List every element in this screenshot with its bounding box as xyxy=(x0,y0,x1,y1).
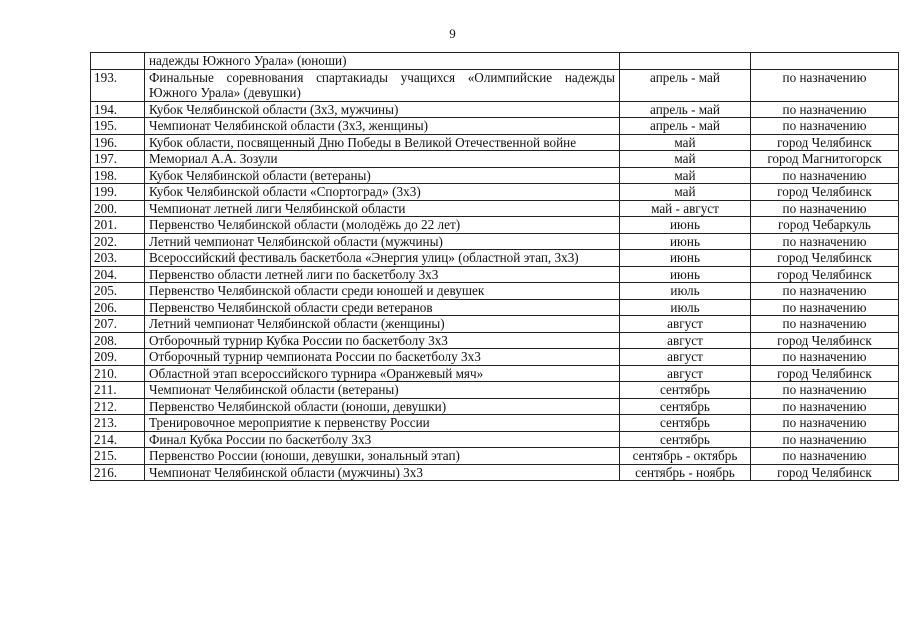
event-name: Первенство Челябинской области среди юношей и девушек xyxy=(145,283,620,300)
row-number: 199. xyxy=(91,184,145,201)
table-row xyxy=(91,151,899,168)
row-number: 213. xyxy=(91,415,145,432)
event-name: Первенство области летней лиги по баскетболу 3х3 xyxy=(145,266,620,283)
table-row xyxy=(91,332,899,349)
event-location: по назначению xyxy=(751,283,899,300)
event-name: Первенство Челябинской области (молодёжь до 22 лет) xyxy=(145,217,620,234)
table-row xyxy=(91,431,899,448)
event-location: по назначению xyxy=(751,200,899,217)
event-name: Первенство Челябинской области (юноши, девушки) xyxy=(145,398,620,415)
event-dates: апрель - май xyxy=(620,118,751,135)
table-row xyxy=(91,316,899,333)
event-location: по назначению xyxy=(751,299,899,316)
event-name: Чемпионат Челябинской области (ветераны) xyxy=(145,382,620,399)
event-dates: сентябрь xyxy=(620,431,751,448)
event-location: по назначению xyxy=(751,431,899,448)
events-table xyxy=(90,52,899,481)
event-dates: май xyxy=(620,151,751,168)
event-location: город Челябинск xyxy=(751,134,899,151)
row-number: 216. xyxy=(91,464,145,481)
event-name: Первенство Челябинской области среди ветеранов xyxy=(145,299,620,316)
event-location: город Челябинск xyxy=(751,332,899,349)
event-dates: август xyxy=(620,316,751,333)
row-number: 193. xyxy=(91,69,145,101)
event-location: город Челябинск xyxy=(751,250,899,267)
table-row xyxy=(91,69,899,101)
event-location: по назначению xyxy=(751,118,899,135)
events-table-body xyxy=(91,53,899,481)
event-location: по назначению xyxy=(751,382,899,399)
event-location: по назначению xyxy=(751,69,899,101)
row-number: 201. xyxy=(91,217,145,234)
event-location: город Челябинск xyxy=(751,266,899,283)
table-row xyxy=(91,217,899,234)
event-dates: сентябрь - октябрь xyxy=(620,448,751,465)
event-name: Летний чемпионат Челябинской области (мужчины) xyxy=(145,233,620,250)
event-location: город Челябинск xyxy=(751,464,899,481)
table-row xyxy=(91,53,899,70)
table-row xyxy=(91,134,899,151)
table-row xyxy=(91,167,899,184)
event-location: город Челябинск xyxy=(751,184,899,201)
event-dates: июнь xyxy=(620,233,751,250)
table-row xyxy=(91,250,899,267)
event-dates: июль xyxy=(620,283,751,300)
event-name: Кубок Челябинской области (3х3, мужчины) xyxy=(145,101,620,118)
event-name: Мемориал А.А. Зозули xyxy=(145,151,620,168)
event-name: Отборочный турнир чемпионата России по баскетболу 3х3 xyxy=(145,349,620,366)
table-row xyxy=(91,118,899,135)
row-number: 214. xyxy=(91,431,145,448)
event-name: Финальные соревнования спартакиады учащихся «Олимпийские надежды Южного Урала» (девушки) xyxy=(145,69,620,101)
event-location xyxy=(751,53,899,70)
event-dates: июнь xyxy=(620,250,751,267)
event-location: по назначению xyxy=(751,233,899,250)
event-name: Чемпионат Челябинской области (мужчины) 3х3 xyxy=(145,464,620,481)
row-number xyxy=(91,53,145,70)
table-row xyxy=(91,398,899,415)
row-number: 194. xyxy=(91,101,145,118)
event-dates: май - август xyxy=(620,200,751,217)
event-dates: август xyxy=(620,349,751,366)
event-location: по назначению xyxy=(751,167,899,184)
table-row xyxy=(91,101,899,118)
event-name: Кубок Челябинской области (ветераны) xyxy=(145,167,620,184)
event-name: Тренировочное мероприятие к первенству России xyxy=(145,415,620,432)
row-number: 197. xyxy=(91,151,145,168)
row-number: 195. xyxy=(91,118,145,135)
table-row xyxy=(91,299,899,316)
table-row xyxy=(91,382,899,399)
event-name: Кубок Челябинской области «Спортоград» (3х3) xyxy=(145,184,620,201)
event-dates: июнь xyxy=(620,266,751,283)
event-dates: август xyxy=(620,332,751,349)
event-name: Чемпионат летней лиги Челябинской области xyxy=(145,200,620,217)
row-number: 207. xyxy=(91,316,145,333)
event-dates: июль xyxy=(620,299,751,316)
row-number: 210. xyxy=(91,365,145,382)
row-number: 198. xyxy=(91,167,145,184)
event-location: по назначению xyxy=(751,398,899,415)
event-dates: май xyxy=(620,167,751,184)
table-row xyxy=(91,448,899,465)
row-number: 203. xyxy=(91,250,145,267)
event-dates: июнь xyxy=(620,217,751,234)
event-dates: сентябрь - ноябрь xyxy=(620,464,751,481)
event-location: по назначению xyxy=(751,349,899,366)
table-row xyxy=(91,349,899,366)
event-dates: август xyxy=(620,365,751,382)
row-number: 206. xyxy=(91,299,145,316)
event-location: по назначению xyxy=(751,415,899,432)
event-name: Областной этап всероссийского турнира «Оранжевый мяч» xyxy=(145,365,620,382)
event-location: город Чебаркуль xyxy=(751,217,899,234)
event-dates: май xyxy=(620,184,751,201)
page-number: 9 xyxy=(449,26,456,41)
table-row xyxy=(91,233,899,250)
row-number: 202. xyxy=(91,233,145,250)
event-dates: сентябрь xyxy=(620,415,751,432)
table-row xyxy=(91,415,899,432)
event-location: по назначению xyxy=(751,316,899,333)
table-row xyxy=(91,365,899,382)
event-name: Летний чемпионат Челябинской области (женщины) xyxy=(145,316,620,333)
event-dates: май xyxy=(620,134,751,151)
event-name: Отборочный турнир Кубка России по баскетболу 3х3 xyxy=(145,332,620,349)
event-location: город Челябинск xyxy=(751,365,899,382)
event-dates xyxy=(620,53,751,70)
row-number: 211. xyxy=(91,382,145,399)
row-number: 209. xyxy=(91,349,145,366)
row-number: 212. xyxy=(91,398,145,415)
event-location: по назначению xyxy=(751,101,899,118)
row-number: 200. xyxy=(91,200,145,217)
event-name: Финал Кубка России по баскетболу 3х3 xyxy=(145,431,620,448)
event-name: надежды Южного Урала» (юноши) xyxy=(145,53,620,70)
event-dates: сентябрь xyxy=(620,398,751,415)
event-location: по назначению xyxy=(751,448,899,465)
event-dates: апрель - май xyxy=(620,101,751,118)
event-dates: апрель - май xyxy=(620,69,751,101)
row-number: 196. xyxy=(91,134,145,151)
event-name: Всероссийский фестиваль баскетбола «Энергия улиц» (областной этап, 3х3) xyxy=(145,250,620,267)
row-number: 204. xyxy=(91,266,145,283)
row-number: 205. xyxy=(91,283,145,300)
table-row xyxy=(91,266,899,283)
event-name: Чемпионат Челябинской области (3х3, женщины) xyxy=(145,118,620,135)
row-number: 208. xyxy=(91,332,145,349)
event-dates: сентябрь xyxy=(620,382,751,399)
event-name: Первенство России (юноши, девушки, зональный этап) xyxy=(145,448,620,465)
row-number: 215. xyxy=(91,448,145,465)
event-name: Кубок области, посвященный Дню Победы в Великой Отечественной войне xyxy=(145,134,620,151)
table-row xyxy=(91,283,899,300)
event-location: город Магнитогорск xyxy=(751,151,899,168)
table-row xyxy=(91,200,899,217)
table-row xyxy=(91,464,899,481)
table-row xyxy=(91,184,899,201)
